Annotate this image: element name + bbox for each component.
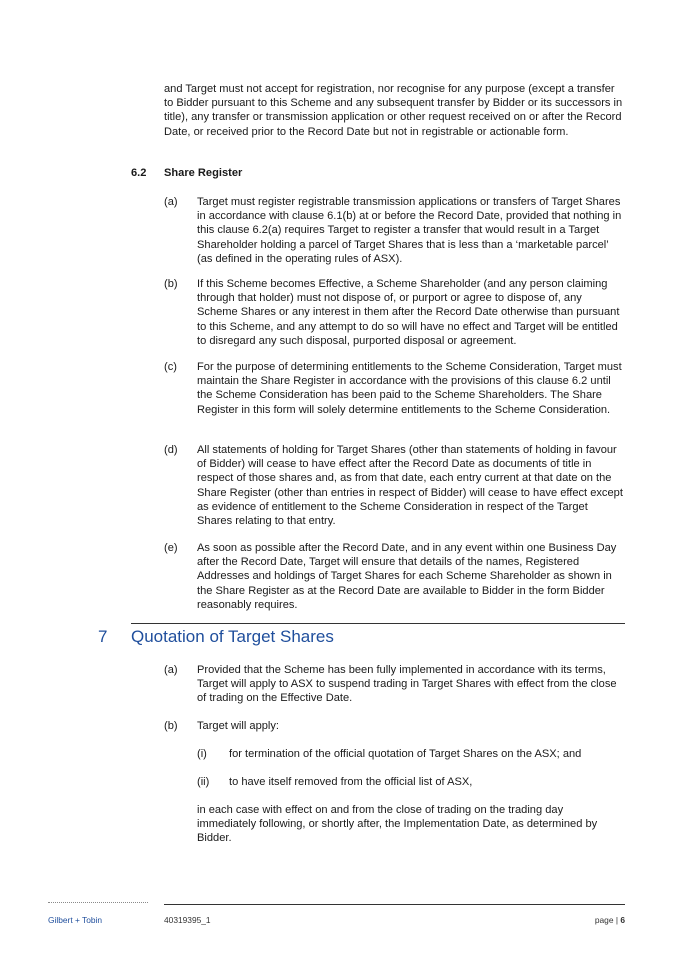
s7-clause-text-b: Target will apply: — [197, 720, 280, 732]
clause-text-d: All statements of holding for Target Shares (other than statements of holding in favour of Bidder) will cease to have effect after the Record Date as documents of title in respect of those shares and, as from that date, each entry current at that date on the Share Register (other than entries in respect of Bidder) will cease to have effect except as evidence of entitlement to the Scheme Consideration in respect of the Target Shares relating to that entry. — [197, 444, 623, 528]
clause-text-b: If this Scheme becomes Effective, a Scheme Shareholder (and any person claiming through that holder) must not dispose of, or purport or agree to dispose of, any Scheme Shares or any interest in them after the Record Date otherwise than pursuant to this Scheme, and any attempt to do so will have no effect and Target will be entitled to disregard any such disposal, purported disposal or agreement. — [197, 278, 620, 347]
footer-doc-id: 40319395_1 — [164, 915, 211, 925]
s7-sub-text-i: for termination of the official quotation of Target Shares on the ASX; and — [229, 748, 582, 760]
section-7-rule — [131, 623, 625, 624]
clause-label-c: (c) — [164, 361, 177, 373]
footer-page-number: 6 — [620, 915, 625, 925]
intro-paragraph: and Target must not accept for registration, nor recognise for any purpose (except a transfer to Bidder pursuant to this Scheme and any subsequent transfer by Bidder or its successors in title), any transfer or transmission application or other request received on or after the Record Date, or received prior to the Record Date but not in registrable or actionable form. — [164, 83, 623, 138]
clause-label-d: (d) — [164, 444, 178, 456]
section-6-2-title: Share Register — [164, 167, 243, 179]
clause-label-e: (e) — [164, 542, 178, 554]
footer-dotted-rule — [48, 902, 148, 903]
section-7-title: Quotation of Target Shares — [131, 627, 334, 646]
clause-text-e: As soon as possible after the Record Date, and in any event within one Business Day after the Record Date, Target will ensure that details of the names, Registered Addresses and holdings of Target Shares for each Scheme Shareholder as shown in the Share Register as at the Record Date are available to Bidder in the form Bidder reasonably requires. — [197, 542, 617, 611]
s7-clause-label-b: (b) — [164, 720, 178, 732]
section-6-2-number: 6.2 — [131, 167, 147, 179]
section-7-number: 7 — [98, 627, 108, 646]
footer-firm-name: Gilbert + Tobin — [48, 915, 103, 925]
clause-text-c: For the purpose of determining entitlements to the Scheme Consideration, Target must maintain the Share Register in accordance with the provisions of this clause 6.2 until the Scheme Consideration has been paid to the Scheme Shareholders. The Share Register in this form will solely determine entitlements to the Scheme Consideration. — [197, 361, 622, 416]
clause-text-a: Target must register registrable transmission applications or transfers of Target Shares in accordance with clause 6.1(b) at or before the Record Date, provided that nothing in this clause 6.2(a) requires Target to register a transfer that would result in a Target Shareholder holding a parcel of Target Shares that is less than a ‘marketable parcel’ (as defined in the operating rules of ASX). — [197, 196, 622, 265]
footer-page-indicator — [560, 913, 625, 927]
footer-rule — [164, 904, 625, 905]
s7-sub-label-i: (i) — [197, 748, 207, 760]
footer-page-prefix: page | — [594, 915, 621, 925]
s7-closing-paragraph: in each case with effect on and from the close of trading on the trading day immediately following, or shortly after, the Implementation Date, as determined by Bidder. — [197, 804, 598, 845]
s7-clause-label-a: (a) — [164, 664, 178, 676]
s7-sub-label-ii: (ii) — [197, 776, 210, 788]
clause-label-a: (a) — [164, 196, 178, 208]
clause-label-b: (b) — [164, 278, 178, 290]
s7-sub-text-ii: to have itself removed from the official list of ASX, — [229, 776, 473, 788]
s7-clause-text-a: Provided that the Scheme has been fully implemented in accordance with its terms, Target will apply to ASX to suspend trading in Target Shares with effect from the close of trading on the Effective Date. — [197, 664, 617, 705]
